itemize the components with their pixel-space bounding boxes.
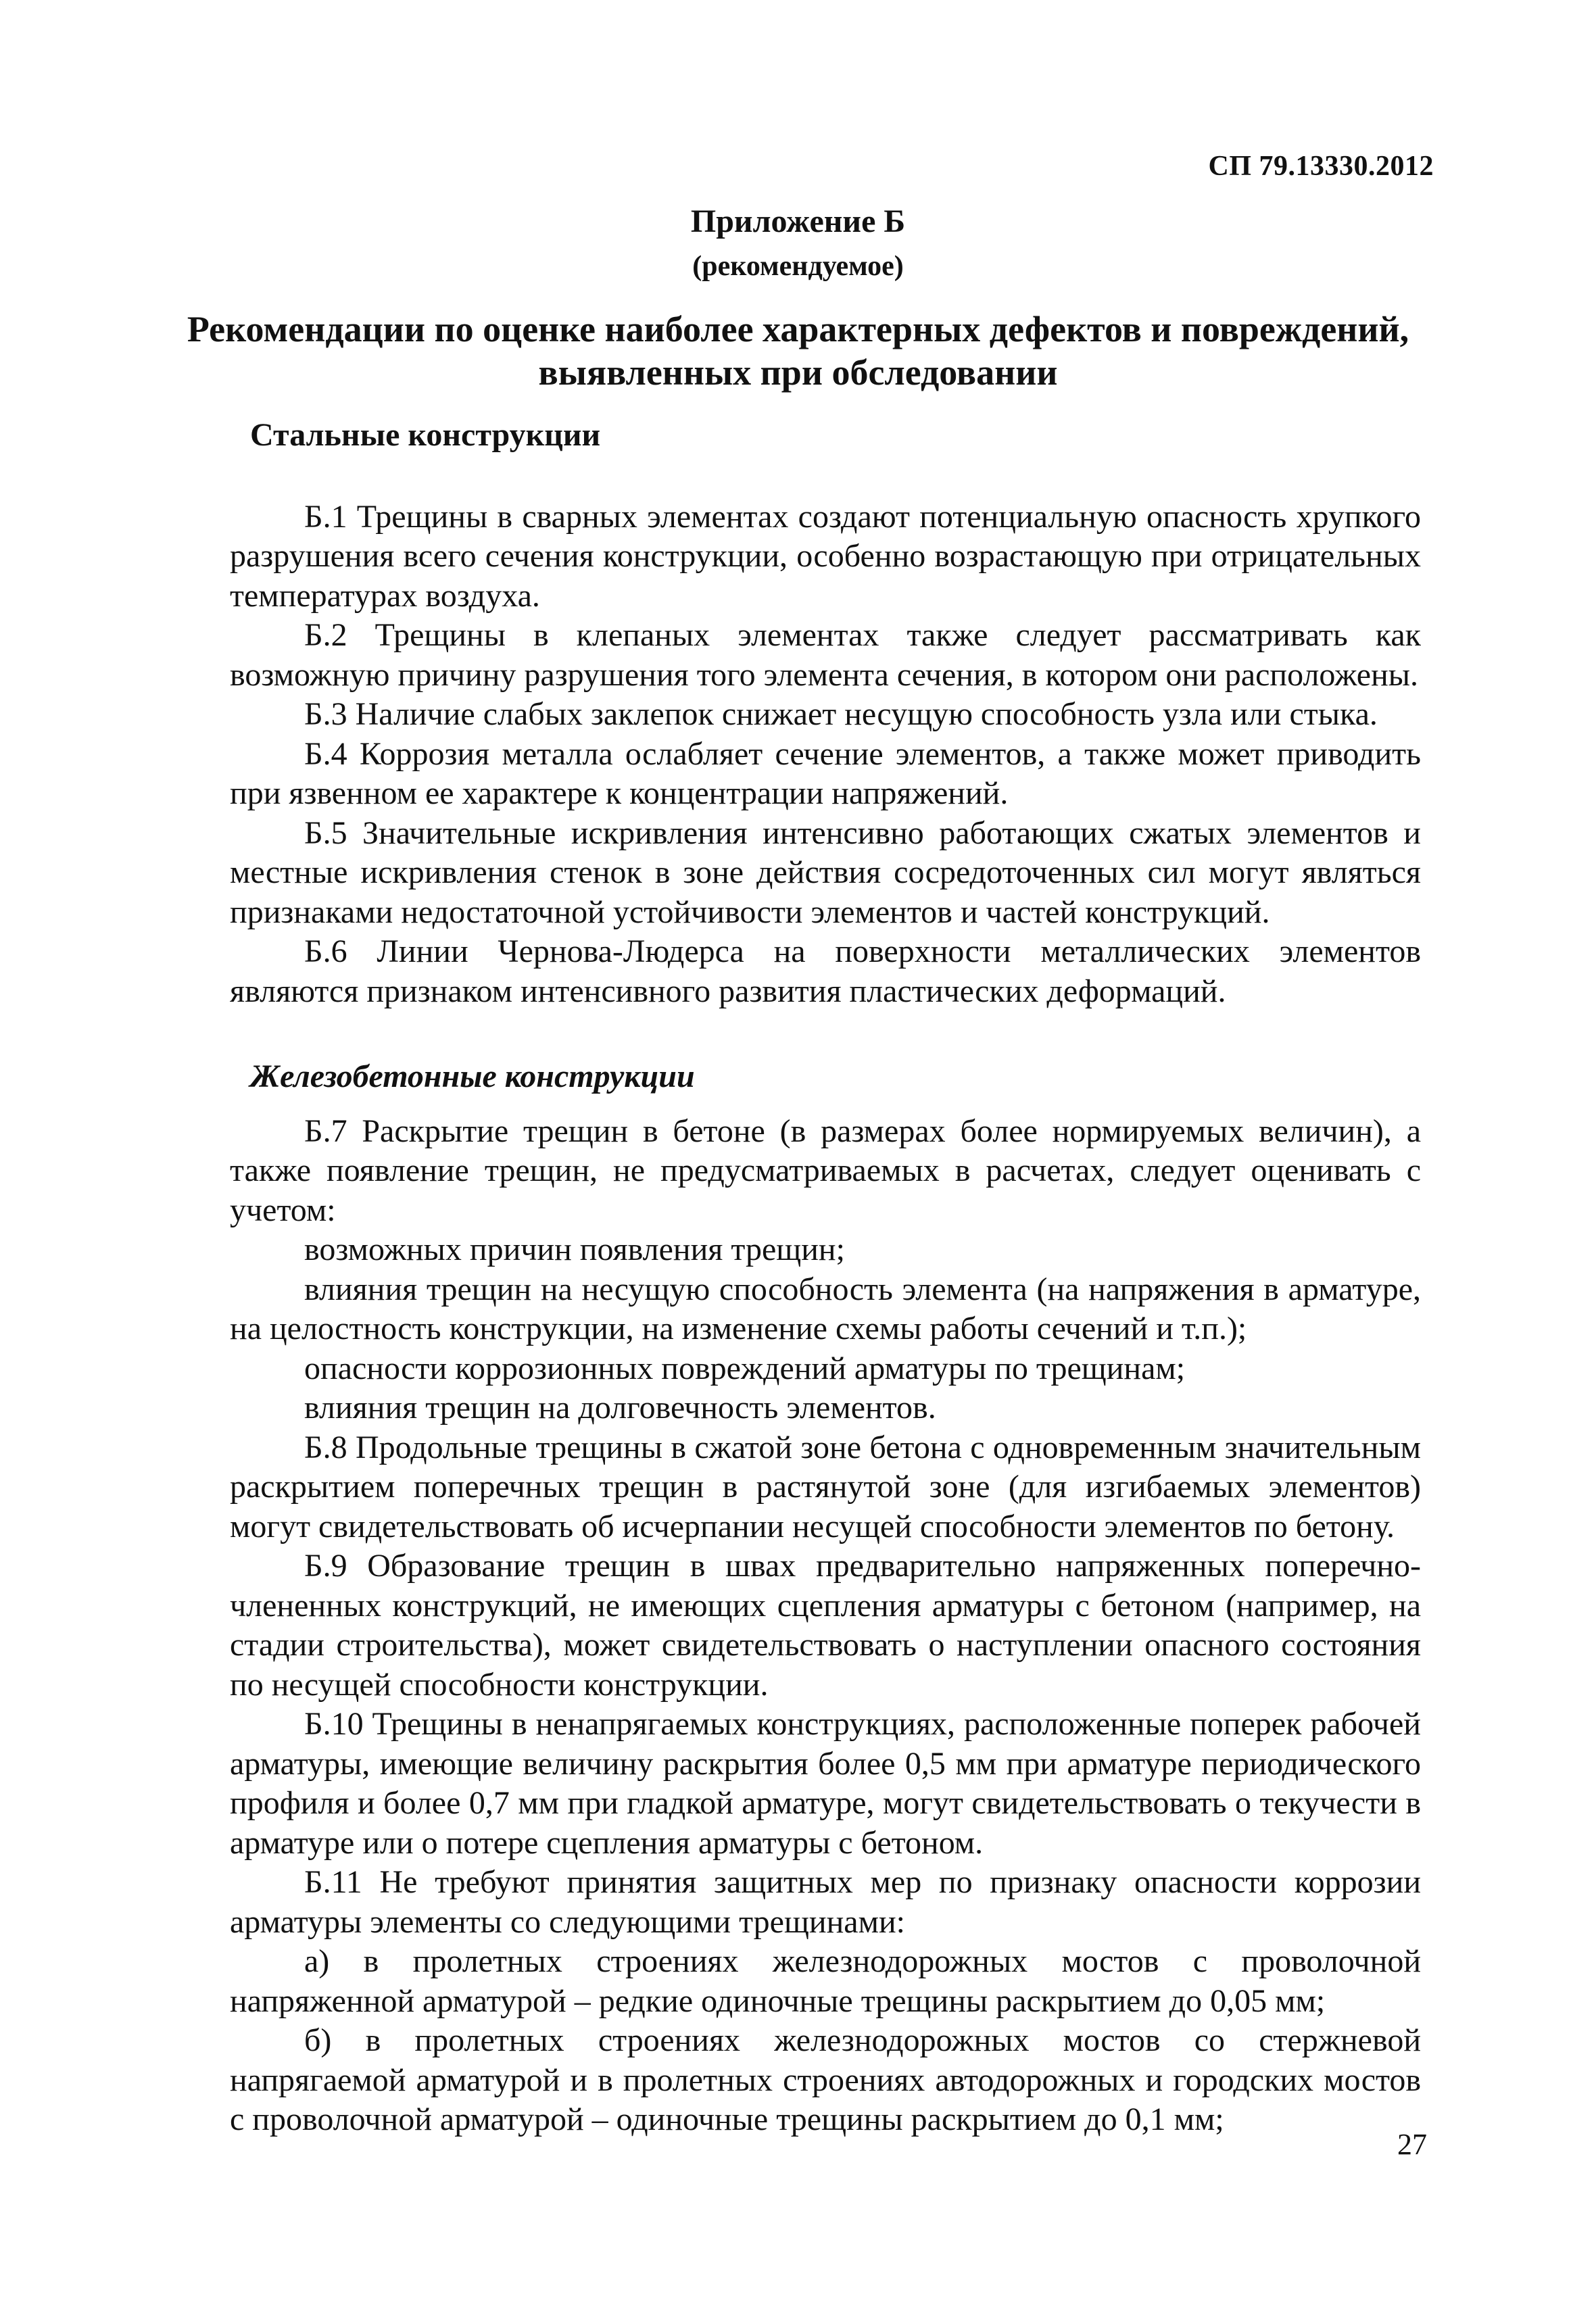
paragraph-b10: Б.10 Трещины в ненапрягаемых конструкциях, расположенные поперек рабочей арматуры, имеющие величину раскрытия более 0,5 мм при арматуре периодического профиля и более 0,7 мм при гладкой арматуре, могут свидетельствовать о текучести в арматуре или о потере сцепления арматуры с бетоном. bbox=[230, 1706, 1421, 1861]
paragraph-b3: Б.3 Наличие слабых заклепок снижает несущую способность узла или стыка. bbox=[304, 696, 1378, 732]
appendix-subtitle: (рекомендуемое) bbox=[692, 251, 904, 282]
section-heading-concrete: Железобетонные конструкции bbox=[250, 1058, 695, 1094]
paragraph-b1: Б.1 Трещины в сварных элементах создают потенциальную опасность хрупкого разрушения всего сечения конструкции, особенно возрастающую при отрицательных температурах воздуха. bbox=[230, 498, 1421, 614]
paragraph-b2: Б.2 Трещины в клепаных элементах также следует рассматривать как возможную причину разрушения того элемента сечения, в котором они расположены. bbox=[230, 617, 1421, 693]
list-item-causes: возможных причин появления трещин; bbox=[304, 1232, 845, 1267]
document-body bbox=[230, 416, 1421, 2140]
appendix-title: Приложение Б bbox=[690, 203, 906, 239]
section-heading-steel: Стальные конструкции bbox=[250, 417, 601, 453]
list-item-b: б) в пролетных строениях железнодорожных мостов со стержневой напрягаемой арматурой и в пролетных строениях автодорожных и городских мостов с проволочной арматурой – одиночные трещины раскрытием до 0,1 мм; bbox=[230, 2022, 1421, 2137]
document-code: СП 79.13330.2012 bbox=[1208, 151, 1434, 182]
list-item-capacity: влияния трещин на несущую способность элемента (на напряжения в арматуре, на целостность конструкции, на изменение схемы работы сечений и т.п.); bbox=[230, 1271, 1421, 1346]
paragraph-b11: Б.11 Не требуют принятия защитных мер по признаку опасности коррозии арматуры элементы со следующими трещинами: bbox=[230, 1864, 1421, 1940]
list-item-durability: влияния трещин на долговечность элементов. bbox=[304, 1390, 936, 1425]
paragraph-b5: Б.5 Значительные искривления интенсивно работающих сжатых элементов и местные искривления стенок в зоне действия сосредоточенных сил могут являться признаками недостаточной устойчивости элементов и частей конструкций. bbox=[230, 814, 1421, 930]
paragraph-b4: Б.4 Коррозия металла ослабляет сечение элементов, а также может приводить при язвенном ее характере к концентрации напряжений. bbox=[230, 735, 1421, 811]
main-title: Рекомендации по оценке наиболее характерных дефектов и повреждений, выявленных при обследовании bbox=[187, 309, 1409, 393]
paragraph-b9: Б.9 Образование трещин в швах предварительно напряженных поперечно-члененных конструкций, не имеющих сцепления арматуры с бетоном (например, на стадии строительства), может свидетельствовать о наступлении опасного состояния по несущей способности конструкции. bbox=[230, 1548, 1421, 1703]
paragraph-b8: Б.8 Продольные трещины в сжатой зоне бетона с одновременным значительным раскрытием поперечных трещин в растянутой зоне (для изгибаемых элементов) могут свидетельствовать об исчерпании несущей способности элементов по бетону. bbox=[230, 1429, 1421, 1544]
list-item-corrosion: опасности коррозионных повреждений арматуры по трещинам; bbox=[304, 1350, 1186, 1386]
paragraph-b6: Б.6 Линии Чернова-Людерса на поверхности металлических элементов являются признаком интенсивного развития пластических деформаций. bbox=[230, 933, 1421, 1009]
list-item-a: а) в пролетных строениях железнодорожных мостов с проволочной напряженной арматурой – редкие одиночные трещины раскрытием до 0,05 мм; bbox=[230, 1943, 1421, 2019]
paragraph-b7: Б.7 Раскрытие трещин в бетоне (в размерах более нормируемых величин), а также появление трещин, не предусматриваемых в расчетах, следует оценивать с учетом: bbox=[230, 1113, 1421, 1228]
page-number: 27 bbox=[1397, 2128, 1427, 2161]
